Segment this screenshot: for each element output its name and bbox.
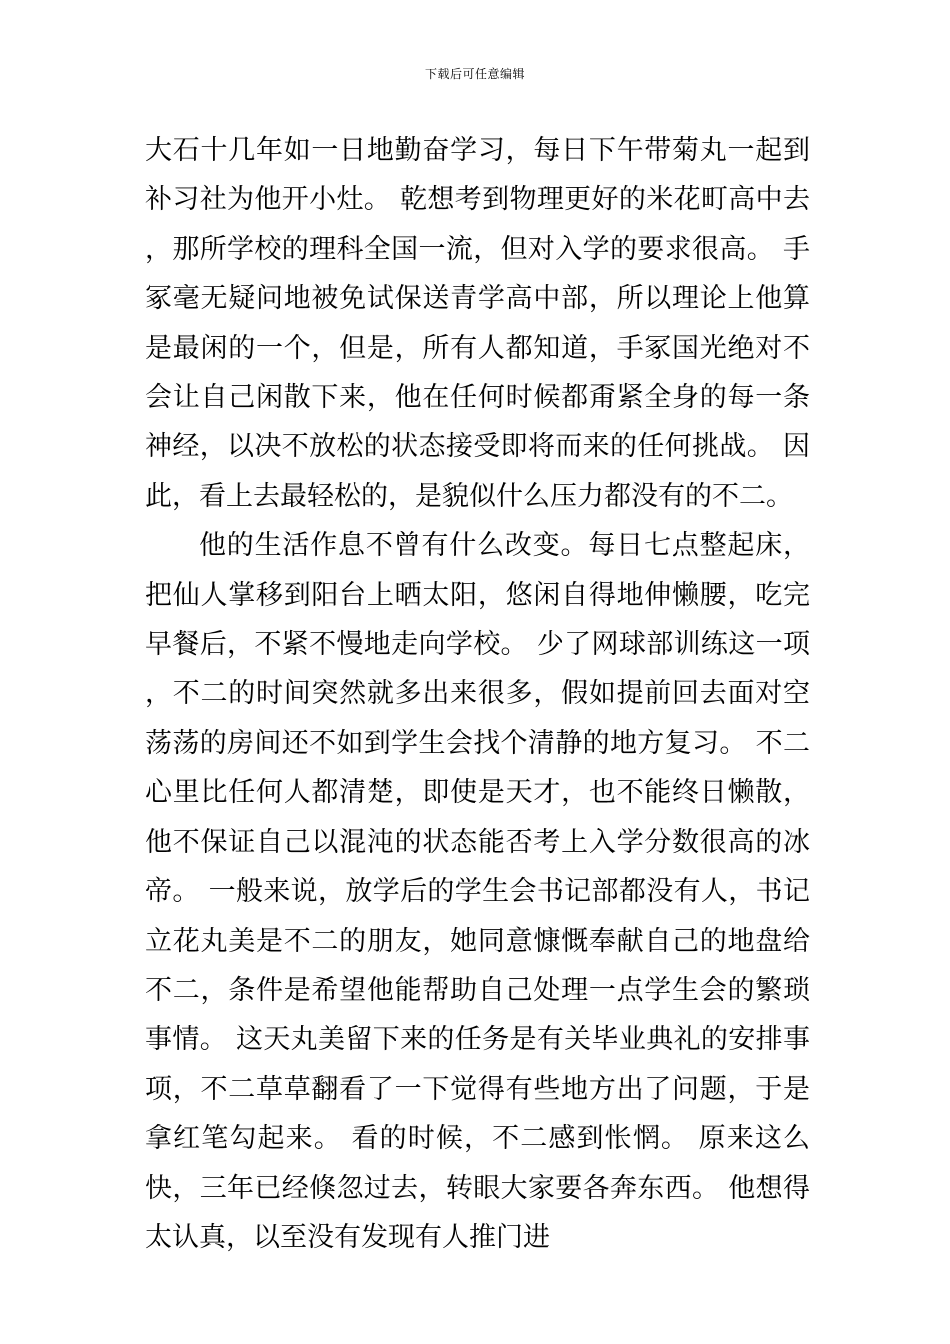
page-header: 下载后可任意编辑 [424,67,525,81]
paragraph-2: 他的生活作息不曾有什么改变。每日七点整起床，把仙人掌移到阳台上晒太阳，悠闲自得地伸懒腰，吃完早餐后，不紧不慢地走向学校。 少了网球部训练这一项，不二的时间突然就多出来很多，假如提前回去面对空荡荡的房间还不如到学生会找个清静的地方复习。 不二心里比任何人都清楚，即使是天才，也不能终日懒散，他不保证自己以混沌的状态能否考上入学分数很高的冰帝。 一般来说，放学后的学生会书记部都没有人，书记立花丸美是不二的朋友，她同意慷慨奉献自己的地盘给不二，条件是希望他能帮助自己处理一点学生会的繁琐事情。 这天丸美留下来的任务是有关毕业典礼的安排事项，不二草草翻看了一下觉得有些地方出了问题，于是拿红笔勾起来。 看的时候，不二感到怅惘。 原来这么快，三年已经倏忽过去，转眼大家要各奔东西。 他想得太认真，以至没有发现有人推门进 [145,530,810,1253]
document-body [145,126,810,1262]
paragraph-1: 大石十几年如一日地勤奋学习，每日下午带菊丸一起到补习社为他开小灶。 乾想考到物理更好的米花町高中去，那所学校的理科全国一流，但对入学的要求很高。 手冢毫无疑问地被免试保送青学高中部，所以理论上他算是最闲的一个，但是，所有人都知道，手冢国光绝对不会让自己闲散下来，他在任何时候都甭紧全身的每一条神经，以决不放松的状态接受即将而来的任何挑战。 因此，看上去最轻松的，是貌似什么压力都没有的不二。 [145,135,810,512]
